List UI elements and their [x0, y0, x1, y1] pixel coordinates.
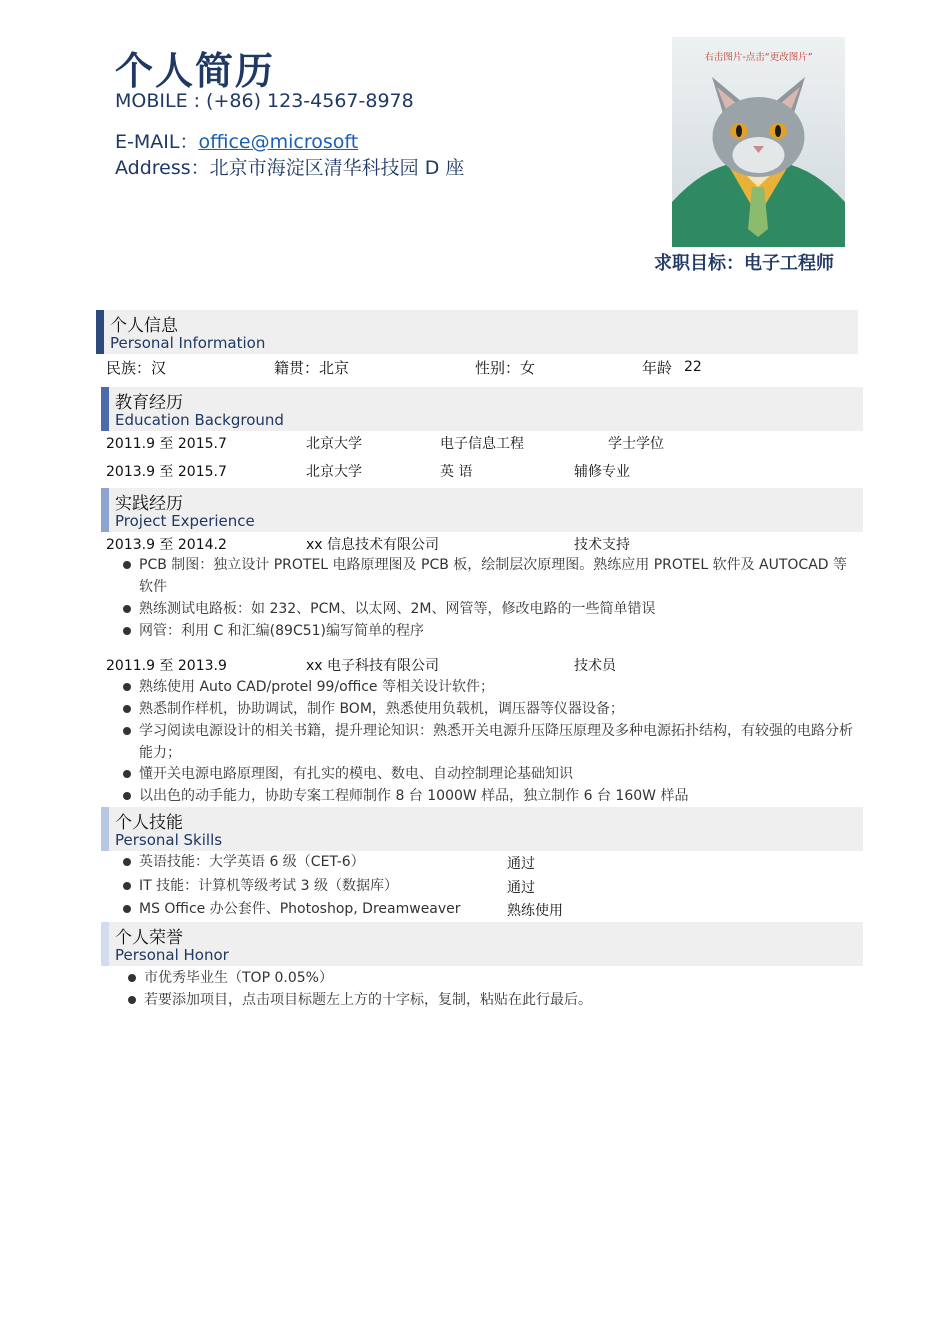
- job-period: 2011.9 至 2013.9: [106, 658, 227, 674]
- bullet-dot-icon: [123, 770, 131, 778]
- section-accent-bar: [96, 310, 104, 354]
- info-hometown: 籍贯：北京: [274, 359, 350, 377]
- section-title-en: Project Experience: [115, 512, 255, 530]
- bullet-dot-icon: [123, 727, 131, 735]
- section-accent-bar: [101, 488, 109, 532]
- list-item: IT 技能：计算机等级考试 3 级（数据库）: [123, 875, 503, 897]
- section-skills: [101, 807, 863, 851]
- info-ethnicity: 民族：汉: [106, 359, 167, 377]
- edu-school: 北京大学: [306, 436, 362, 452]
- edu-degree: 学士学位: [608, 436, 664, 452]
- list-item: 市优秀毕业生（TOP 0.05%）: [128, 967, 858, 989]
- job-period: 2013.9 至 2014.2: [106, 537, 227, 553]
- profile-photo[interactable]: [672, 37, 845, 247]
- edu-period: 2011.9 至 2015.7: [106, 436, 227, 452]
- list-item: 学习阅读电源设计的相关书籍，提升理论知识：熟悉开关电源升压降压原理及多种电源拓扑结构，有较强的电路分析能力；: [123, 720, 858, 764]
- section-title-en: Education Background: [115, 411, 284, 429]
- list-item: 以出色的动手能力，协助专案工程师制作 8 台 1000W 样品，独立制作 6 台 160W 样品: [123, 785, 858, 807]
- bullet-dot-icon: [123, 561, 131, 569]
- bullet-dot-icon: [123, 627, 131, 635]
- bullet-dot-icon: [128, 996, 136, 1004]
- job-role: 技术支持: [574, 537, 630, 553]
- skill-level: 通过: [507, 856, 535, 872]
- edu-period: 2013.9 至 2015.7: [106, 464, 227, 480]
- section-title-cn: 个人技能: [115, 813, 183, 833]
- list-item: 熟悉制作样机，协助调试，制作 BOM，熟悉使用负载机，调压器等仪器设备；: [123, 698, 858, 720]
- list-item: 若要添加项目，点击项目标题左上方的十字标，复制，粘贴在此行最后。: [128, 989, 858, 1011]
- bullet-dot-icon: [123, 905, 131, 913]
- resume-title: 个人简历: [115, 49, 276, 93]
- section-personal-info: [96, 310, 858, 354]
- skill-level: 通过: [507, 880, 535, 896]
- bullet-dot-icon: [123, 792, 131, 800]
- email-line: [115, 127, 358, 154]
- section-title-cn: 个人荣誉: [115, 928, 183, 948]
- edu-school: 北京大学: [306, 464, 362, 480]
- bullet-dot-icon: [123, 705, 131, 713]
- list-item: 熟练测试电路板：如 232、PCM、以太网、2M、网管等，修改电路的一些简单错误: [123, 598, 858, 620]
- job-company: xx 电子科技有限公司: [306, 658, 440, 674]
- section-accent-bar: [101, 922, 109, 966]
- info-age-value: 22: [684, 359, 702, 375]
- section-title-cn: 实践经历: [115, 494, 183, 514]
- info-gender: 性别：女: [475, 359, 536, 377]
- job-company: xx 信息技术有限公司: [306, 537, 440, 553]
- list-item: 网管：利用 C 和汇编(89C51)编写简单的程序: [123, 620, 858, 642]
- list-item: 英语技能：大学英语 6 级（CET-6）: [123, 851, 503, 873]
- bullet-dot-icon: [123, 882, 131, 890]
- address-line: Address：北京市海淀区清华科技园 D 座: [115, 157, 465, 179]
- section-title-en: Personal Information: [110, 334, 266, 352]
- section-education: [101, 387, 863, 431]
- bullet-dot-icon: [123, 605, 131, 613]
- skill-level: 熟练使用: [507, 903, 563, 919]
- section-accent-bar: [101, 807, 109, 851]
- edu-degree: 辅修专业: [574, 464, 630, 480]
- section-title-cn: 个人信息: [110, 316, 178, 336]
- mobile-line: MOBILE : (+86) 123-4567-8978: [115, 90, 414, 112]
- cat-portrait-image: [672, 37, 845, 247]
- list-item: 熟练使用 Auto CAD/protel 99/office 等相关设计软件；: [123, 676, 858, 698]
- list-item: MS Office 办公套件、Photoshop, Dreamweaver: [123, 898, 503, 920]
- bullet-dot-icon: [123, 683, 131, 691]
- email-link[interactable]: office@microsoft: [198, 131, 359, 153]
- bullet-dot-icon: [123, 858, 131, 866]
- job-target: 求职目标：电子工程师: [654, 253, 834, 274]
- email-label: E-MAIL：: [115, 131, 199, 153]
- job-role: 技术员: [574, 658, 616, 674]
- section-experience: [101, 488, 863, 532]
- list-item: PCB 制图：独立设计 PROTEL 电路原理图及 PCB 板，绘制层次原理图。熟练应用 PROTEL 软件及 AUTOCAD 等软件: [123, 554, 858, 598]
- bullet-dot-icon: [128, 974, 136, 982]
- list-item: 懂开关电源电路原理图，有扎实的模电、数电、自动控制理论基础知识: [123, 763, 858, 785]
- info-age-label: 年龄: [642, 359, 673, 377]
- edu-major: 电子信息工程: [440, 436, 524, 452]
- photo-caption: 右击图片-点击“更改图片”: [704, 52, 813, 63]
- section-accent-bar: [101, 387, 109, 431]
- edu-major: 英 语: [440, 464, 473, 480]
- section-title-cn: 教育经历: [115, 393, 183, 413]
- section-honor: [101, 922, 863, 966]
- section-title-en: Personal Skills: [115, 831, 223, 849]
- section-title-en: Personal Honor: [115, 946, 229, 964]
